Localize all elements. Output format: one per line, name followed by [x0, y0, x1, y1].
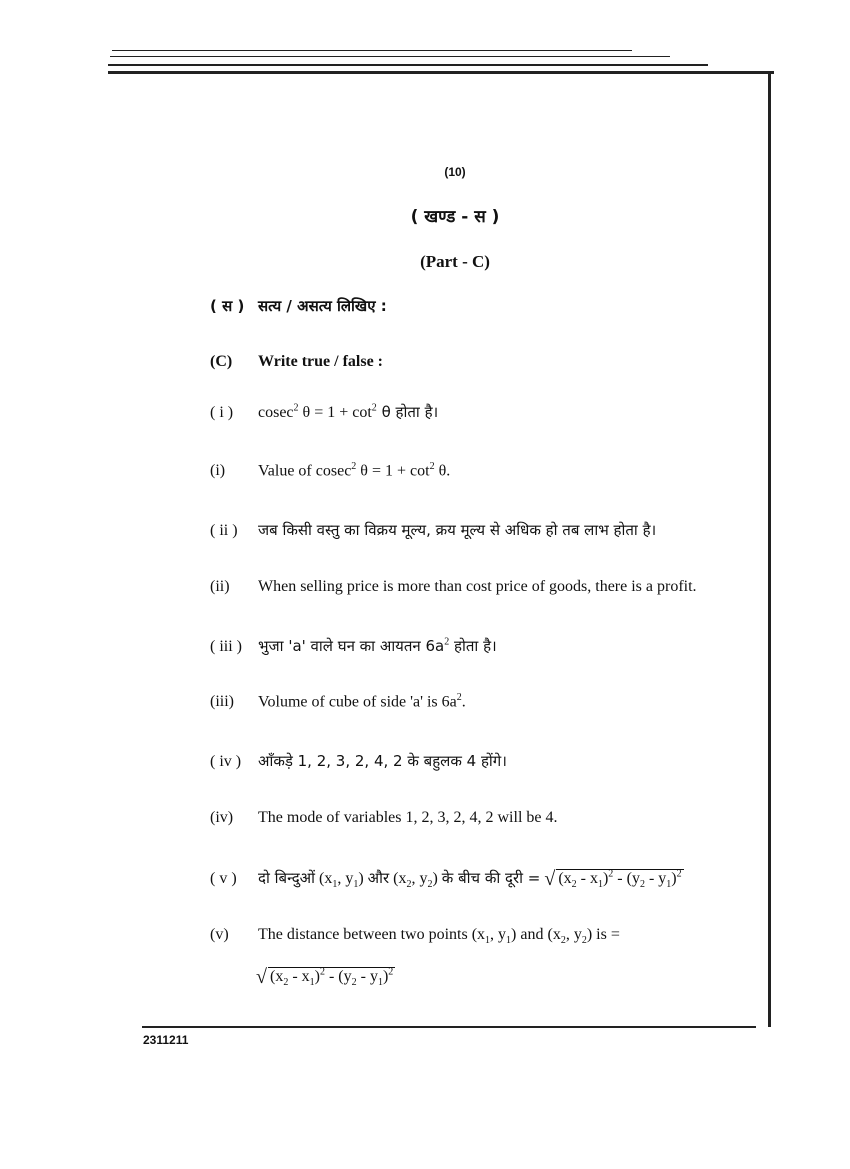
question-text: The mode of variables 1, 2, 3, 2, 4, 2 will be 4. [258, 809, 558, 826]
question-number: (i) [210, 462, 226, 480]
page-number: (10) [444, 165, 466, 179]
point-1: ($x_1$, $y_1$) [471, 926, 517, 947]
instruction-english [210, 353, 383, 371]
question-1-english [210, 461, 450, 480]
question-5-english [210, 926, 620, 946]
question-number: (iii) [210, 693, 234, 711]
question-number: ( iii ) [210, 638, 242, 655]
question-4-english [210, 809, 558, 827]
instruction-number: (C) [210, 353, 233, 370]
question-number: (v) [210, 926, 229, 943]
paper-code: 2311211 [143, 1033, 189, 1047]
question-number: (ii) [210, 578, 230, 595]
section-title-hindi: ( खण्ड - स ) [410, 207, 500, 227]
question-2-hindi [210, 520, 656, 540]
question-number: ( ii ) [210, 522, 238, 539]
distance-formula: √ $(x_2 - x_1)^2 - (y_2 - y_1)^2$ [544, 868, 682, 891]
question-5-english-formula [256, 966, 395, 989]
instruction-number: ( स ) [210, 297, 245, 315]
question-text: Volume of cube of side 'a' is $6a^2$. [258, 692, 466, 711]
question-text: cosec$^2$ $\theta = 1 + \cot^2 \theta$ होता है। [258, 402, 439, 421]
question-3-hindi [210, 636, 497, 656]
question-text: आँकड़े 1, 2, 3, 2, 4, 2 के बहुलक 4 होंगे। [258, 752, 507, 770]
question-text: दो बिन्दुओं ($x_1$, $y_1$) और ($x_2$, $y_2$) के बीच की दूरी = √ $(x_2 - x_1)^2 - (y_2 - y_1)^2$ [258, 868, 682, 891]
distance-formula: √ $(x_2 - x_1)^2 - (y_2 - y_1)^2$ [256, 966, 394, 989]
question-text: जब किसी वस्तु का विक्रय मूल्य, क्रय मूल्य से अधिक हो तब लाभ होता है। [258, 521, 657, 539]
point-1: ($x_1$, $y_1$) [319, 870, 364, 891]
question-text: When selling price is more than cost price of goods, there is a profit. [258, 578, 697, 595]
top-border-line [110, 56, 670, 57]
question-number: (iv) [210, 809, 234, 826]
question-text: The distance between two points ($x_1$, $y_1$) and ($x_2$, $y_2$) is = [258, 926, 620, 947]
question-5-hindi [210, 868, 684, 891]
point-2: ($x_2$, $y_2$) [547, 926, 593, 947]
question-text: भुजा 'a' वाले घन का आयतन $6a^2$ होता है। [258, 636, 497, 655]
question-2-english [210, 578, 697, 596]
question-text: Value of cosec$^2$ $\theta = 1 + \cot^2 \theta$. [258, 461, 451, 480]
instruction-hindi [210, 296, 387, 316]
question-3-english [210, 692, 466, 711]
question-1-hindi [210, 402, 438, 422]
square-root-icon: √ [256, 966, 267, 988]
square-root-icon: √ [544, 868, 556, 890]
question-number: ( iv ) [210, 753, 242, 770]
question-number: ( i ) [210, 404, 234, 421]
question-4-hindi [210, 751, 507, 771]
top-border-line [108, 64, 708, 66]
bottom-border-line [142, 1026, 756, 1028]
top-border-line [112, 50, 632, 51]
question-number: ( v ) [210, 870, 237, 887]
instruction-text: Write true / false : [258, 353, 383, 370]
point-2: ($x_2$, $y_2$) [393, 870, 438, 891]
top-border-line [108, 71, 774, 74]
instruction-text: सत्य / असत्य लिखिए : [258, 297, 387, 315]
section-title-english: (Part - C) [420, 252, 490, 271]
